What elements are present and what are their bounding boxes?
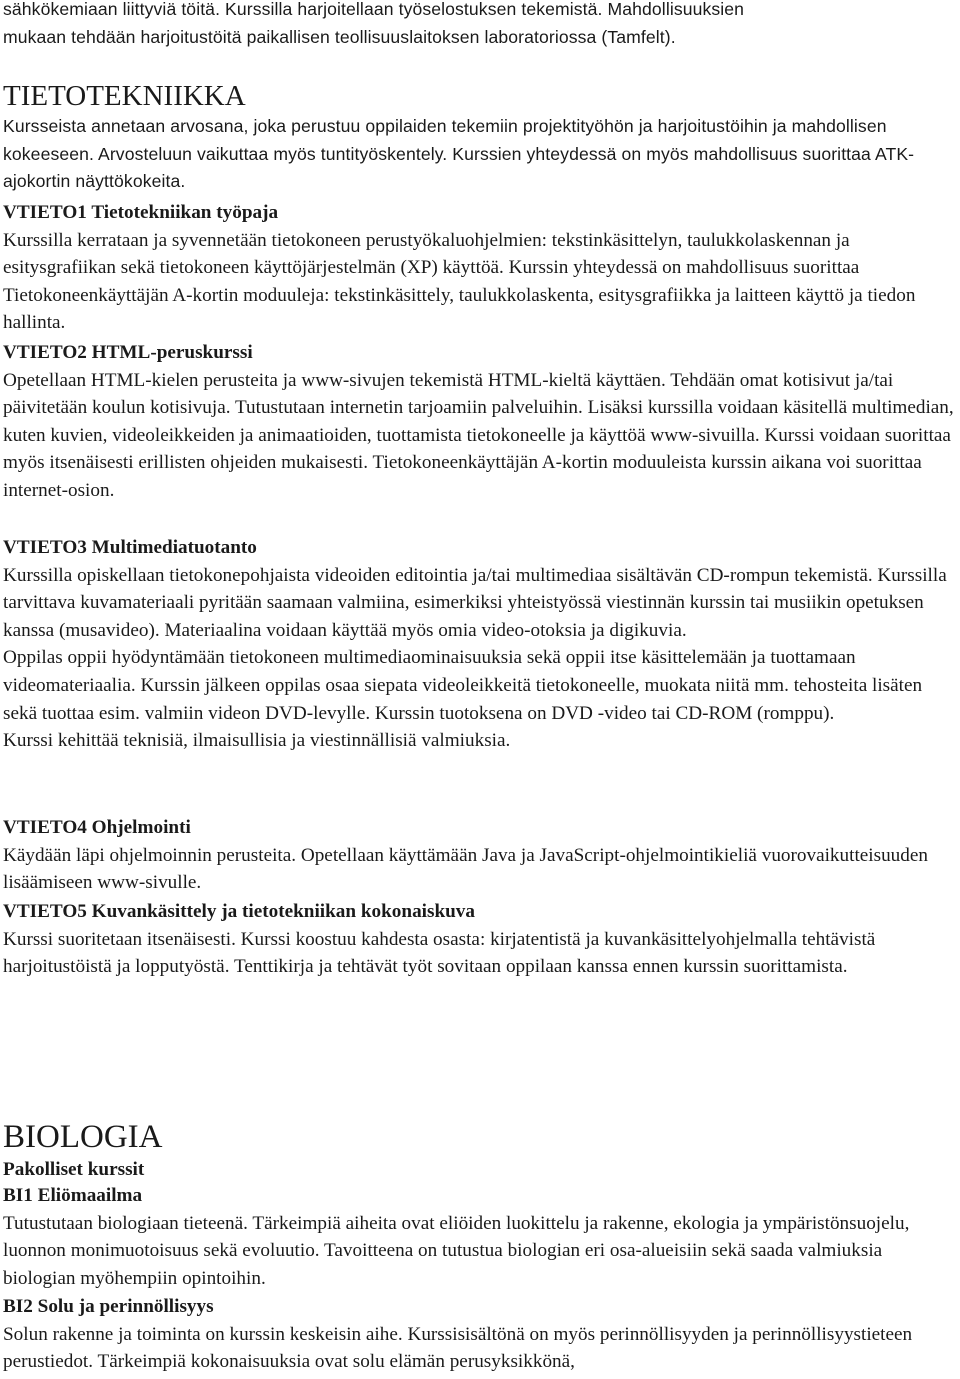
tieto-course-1 — [3, 199, 958, 337]
section-heading-tietotekniikka: TIETOTEKNIIKKA — [3, 80, 246, 112]
tietotekniikka-intro: Kursseista annetaan arvosana, joka perustuu oppilaiden tekemiin projektityöhön ja harjoitustöihin ja mahdollisen kokeeseen. Arvosteluun vaikuttaa myös tuntityöskentely. Kurssien yhteydessä on myös mahdollisuus suorittaa ATK-ajokortin näyttökokeita. — [3, 116, 915, 192]
course-title: BI2 Solu ja perinnöllisyys — [3, 1296, 214, 1317]
course-description-3: Kurssi kehittää teknisiä, ilmaisullisia ja viestinnällisiä valmiuksia. — [3, 730, 511, 752]
course-title: BI1 Eliömaailma — [3, 1185, 143, 1206]
tieto-course-5 — [3, 898, 958, 981]
course-description: Tutustutaan biologiaan tieteenä. Tärkeimpiä aiheita ovat eliöiden luokittelu ja rakenne, ekologia ja ympäristönsuojelu, luonnon monimuotoisuus sekä evoluutio. Tavoitteena on tutustua biologian eri osa-alueisiin sekä saada valmiuksia biologian myöhempiin opintoihin. — [3, 1212, 910, 1289]
course-description: Kurssilla opiskellaan tietokonepohjaista videoiden editointia ja/tai multimediaa sisältävän CD-rompun tekemistä. Kurssilla tarvittava kuvamateriaali pyritään saamaan valmiina, esimerkiksi yhteistyössä viestinnän kurssin tai musiikin opetuksen kanssa (musavideo). Materiaalina voidaan käyttää myös omia video-otoksia ja digikuvia. — [3, 564, 947, 641]
section-heading-biologia: BIOLOGIA — [3, 1119, 163, 1155]
course-description: Käydään läpi ohjelmoinnin perusteita. Opetellaan käyttämään Java ja JavaScript-ohjelmointikieliä vuorovaikutteisuuden lisäämiseen www-sivulle. — [3, 844, 928, 894]
course-title: VTIETO1 Tietotekniikan työpaja — [3, 202, 279, 223]
course-title: VTIETO2 HTML-peruskurssi — [3, 342, 253, 363]
bio-course-2 — [3, 1293, 958, 1376]
course-description-2: Oppilas oppii hyödyntämään tietokoneen multimediaominaisuuksia sekä oppii itse käsittelemään ja tuottamaan videomateriaalia. Kurssin jälkeen oppilas osaa siepata videoleikkeitä tietokoneelle, muokata niitä mm. tehosteita lisäten sekä tuottaa esim. valmiin videon DVD-levylle. Kurssin tuotoksena on DVD -video tai CD-ROM (romppu). — [3, 647, 923, 724]
tieto-course-2 — [3, 339, 958, 505]
course-description: Opetellaan HTML-kielen perusteita ja www-sivujen tekemistä HTML-kieltä käyttäen. Tehdään omat kotisivut ja/tai päivitetään koulun kotisivuja. Tutustutaan internetin tarjoamiin palveluihin. Lisäksi kurssilla voidaan käsitellä multimedian, kuten kuvien, videoleikkeiden ja animaatioiden, tuottamista tietokoneelle ja käyttöä www-sivuilla. Kurssi voidaan suorittaa myös itsenäisesti erillisten ohjeiden mukaisesti. Tietokoneenkäyttäjän A-kortin moduuleista kurssin aikana voi suorittaa internet-osion. — [3, 369, 954, 501]
intro-line-1: sähkökemiaan liittyviä töitä. Kurssilla harjoitellaan työselostuksen tekemistä. Mahdollisuuksien — [3, 0, 745, 19]
bio-course-1 — [3, 1182, 958, 1292]
course-description: Kurssilla kerrataan ja syvennetään tietokoneen perustyökaluohjelmien: tekstinkäsittelyn, taulukkolaskennan ja esitysgrafiikan sekä tietokoneen käyttöjärjestelmän (XP) käyttöä. Kurssin yhteydessä on mahdollisuus suorittaa Tietokoneenkäyttäjän A-kortin moduuleja: tekstinkäsittely, taulukkolaskenta, esitysgrafiikka ja laitteen käyttö ja tiedon hallinta. — [3, 229, 916, 334]
course-description: Kurssi suoritetaan itsenäisesti. Kurssi koostuu kahdesta osasta: kirjatentistä ja kuvankäsittelyohjelmalla tehtävistä harjoitustöistä ja lopputyöstä. Tenttikirja ja tehtävät työt sovitaan oppilaan kanssa ennen kurssin suorittamista. — [3, 928, 876, 978]
course-title: VTIETO3 Multimediatuotanto — [3, 537, 257, 558]
biologia-section — [3, 1119, 958, 1184]
tieto-course-3 — [3, 534, 958, 755]
tieto-course-4 — [3, 814, 958, 897]
intro-block — [3, 0, 958, 51]
course-description: Solun rakenne ja toiminta on kurssin keskeisin aihe. Kurssisisältönä on myös perinnöllisyyden ja perinnöllisyystieteen perustiedot. Tärkeimpiä kokonaisuuksia ovat solu elämän perusyksikkönä, — [3, 1323, 913, 1373]
subheading-pakolliset: Pakolliset kurssit — [3, 1159, 145, 1180]
course-title: VTIETO5 Kuvankäsittely ja tietotekniikan kokonaiskuva — [3, 901, 475, 922]
tietotekniikka-section — [3, 80, 958, 196]
course-title: VTIETO4 Ohjelmointi — [3, 817, 191, 838]
intro-line-2: mukaan tehdään harjoitustöitä paikallisen teollisuuslaitoksen laboratoriossa (Tamfelt). — [3, 26, 676, 47]
